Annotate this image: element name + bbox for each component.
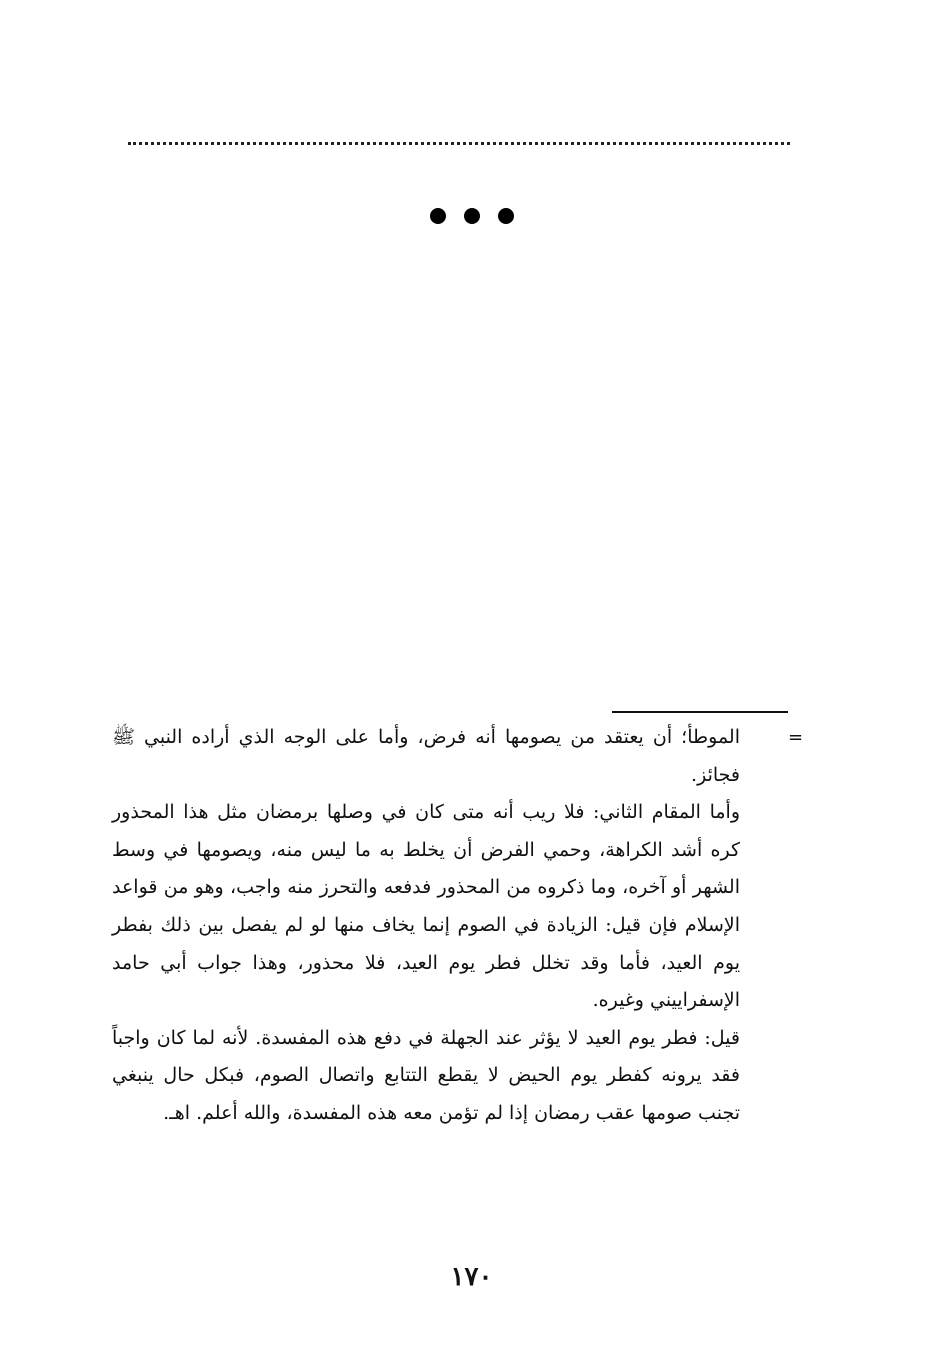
footnote-continuation-mark: = <box>788 727 804 748</box>
separator-dot <box>498 208 514 224</box>
footnote-rule <box>612 711 788 713</box>
dotted-top-rule <box>128 142 790 145</box>
separator-dot <box>430 208 446 224</box>
separator-dot <box>464 208 480 224</box>
footnote-paragraph: الموطأ؛ أن يعتقد من يصومها أنه فرض، وأما على الوجه الذي أراده النبي ﷺ فجائز. <box>112 726 740 786</box>
footnote-text <box>112 719 740 1133</box>
section-separator <box>0 208 943 224</box>
footnote-paragraph: وأما المقام الثاني: فلا ريب أنه متى كان في وصلها برمضان مثل هذا المحذور كره أشد الكراهة، وحمي الفرض أن يخلط به ما ليس منه، ويصومها في وسط الشهر أو آخره، وما ذكروه من المحذور فدفعه والتحرز منه واجب، وهو من قواعد الإسلام فإن قيل: الزيادة في الصوم إنما يخاف منها لو لم يفصل بين ذلك بفطر يوم العيد، فأما وقد تخلل فطر يوم العيد، فلا محذور، وهذا جواب أبي حامد الإسفراييني وغيره. <box>112 801 740 1012</box>
footnote-paragraph: قيل: فطر يوم العيد لا يؤثر عند الجهلة في دفع هذه المفسدة. لأنه لما كان واجباً فقد يرونه كفطر يوم الحيض لا يقطع التتابع واتصال الصوم، فبكل حال ينبغي تجنب صومها عقب رمضان إذا لم تؤمن معه هذه المفسدة، والله أعلم. اهـ. <box>112 1026 740 1124</box>
page-number: ١٧٠ <box>450 1262 493 1292</box>
